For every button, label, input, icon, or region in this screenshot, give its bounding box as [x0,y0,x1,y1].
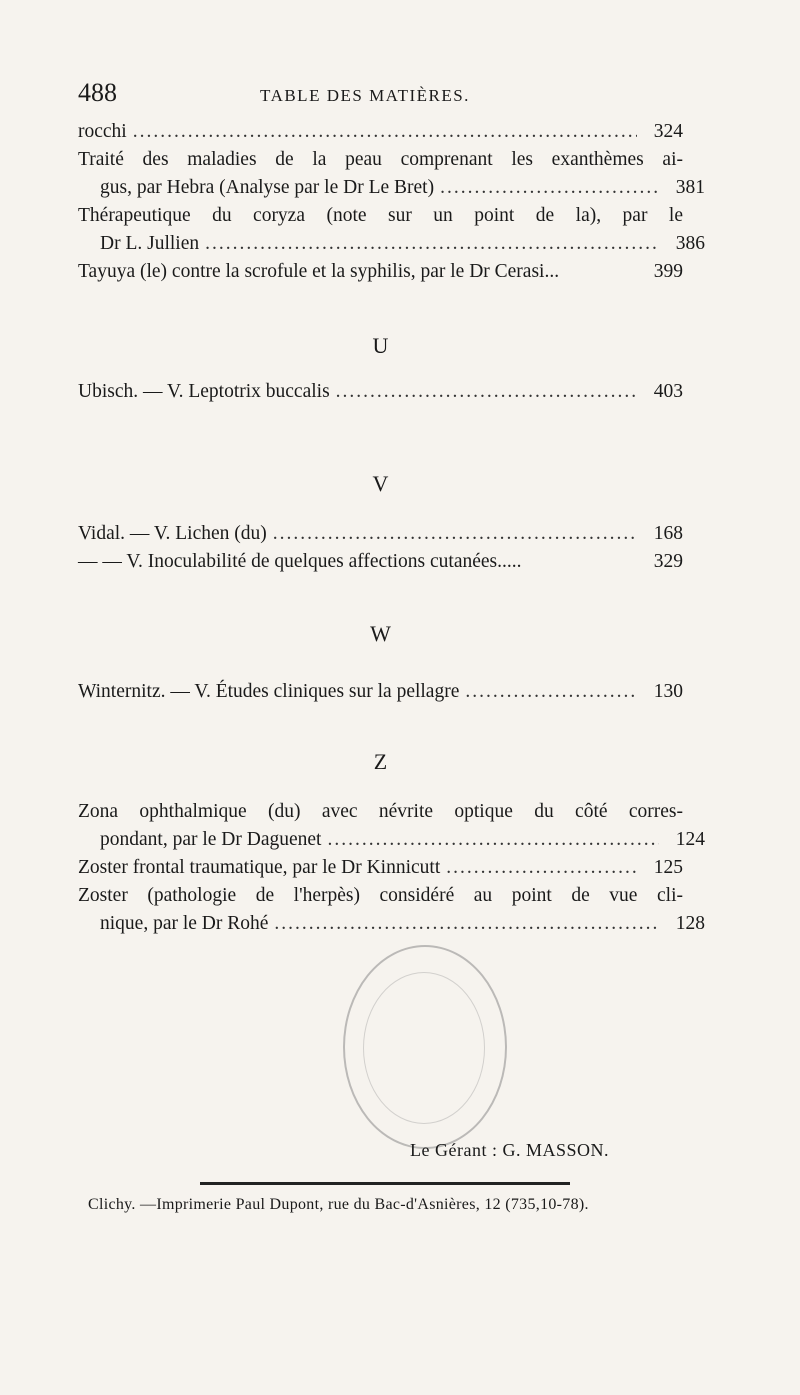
entry-page-number: 128 [675,913,705,934]
entry-page-number: 381 [675,177,705,198]
signature-line: Le Gérant : G. MASSON. [410,1140,609,1160]
entry-page-number: 130 [653,681,683,702]
printer-imprint: Clichy. —Imprimerie Paul Dupont, rue du Bac-d'Asnières, 12 (735,10-78). [88,1196,589,1213]
index-entry [78,798,683,826]
entry-text: Thérapeutique du coryza (note sur un point de la), par le [78,205,683,226]
section-letter: Z [373,749,388,774]
section-letter: V [372,471,389,496]
entry-text: Ubisch. — V. Leptotrix buccalis [78,381,330,402]
page-header [78,78,683,108]
index-entry [78,678,683,706]
section-letter: U [372,333,389,358]
entry-text: — — V. Inoculabilité de quelques affections cutanées..... [78,551,522,572]
entry-text: Traité des maladies de la peau comprenant les exanthèmes ai- [78,149,683,170]
leader-dots [274,910,659,938]
page-number: 488 [78,78,117,107]
leader-dots [465,678,637,706]
index-entry [78,118,683,146]
entry-page-number: 403 [653,381,683,402]
index-entry [78,520,683,548]
running-head: TABLE DES MATIÈRES. [260,86,470,105]
entry-text: pondant, par le Dr Daguenet [100,829,322,850]
index-entry [78,146,683,174]
index-entry [78,258,683,286]
entry-text: Dr L. Jullien [100,233,200,254]
entry-text: rocchi [78,121,127,142]
entry-text: gus, par Hebra (Analyse par le Dr Le Bret) [100,177,435,198]
entry-page-number: 329 [653,551,683,572]
entry-text: nique, par le Dr Rohé [100,913,269,934]
leader-dots [440,174,659,202]
section-letter: W [370,621,391,646]
entry-text: Zona ophthalmique (du) avec névrite optique du côté corres- [78,801,683,822]
leader-dots [327,826,659,854]
entry-page-number: 386 [675,233,705,254]
leader-dots [273,520,637,548]
index-entry [78,910,705,938]
entry-text: Winternitz. — V. Études cliniques sur la pellagre [78,681,460,702]
index-entry [78,882,683,910]
leader-dots [446,854,637,882]
index-entry [78,378,683,406]
index-entry [78,202,683,230]
library-stamp [343,945,507,1149]
leader-dots [205,230,659,258]
entry-page-number: 399 [653,261,683,282]
index-entry [78,548,683,576]
divider-rule [200,1182,570,1185]
index-entry [78,854,683,882]
index-entry [78,826,705,854]
entry-page-number: 124 [675,829,705,850]
entry-text: Vidal. — V. Lichen (du) [78,523,267,544]
entry-page-number: 168 [653,523,683,544]
library-stamp-inner-ring [363,972,485,1124]
leader-dots [133,118,637,146]
leader-dots [336,378,637,406]
index-entry [78,230,705,258]
entry-page-number: 125 [653,857,683,878]
entry-page-number: 324 [653,121,683,142]
entry-text: Zoster frontal traumatique, par le Dr Kinnicutt [78,857,441,878]
entry-text: Tayuya (le) contre la scrofule et la syphilis, par le Dr Cerasi... [78,261,560,282]
index-entry [78,174,705,202]
entry-text: Zoster (pathologie de l'herpès) considéré au point de vue cli- [78,885,683,906]
